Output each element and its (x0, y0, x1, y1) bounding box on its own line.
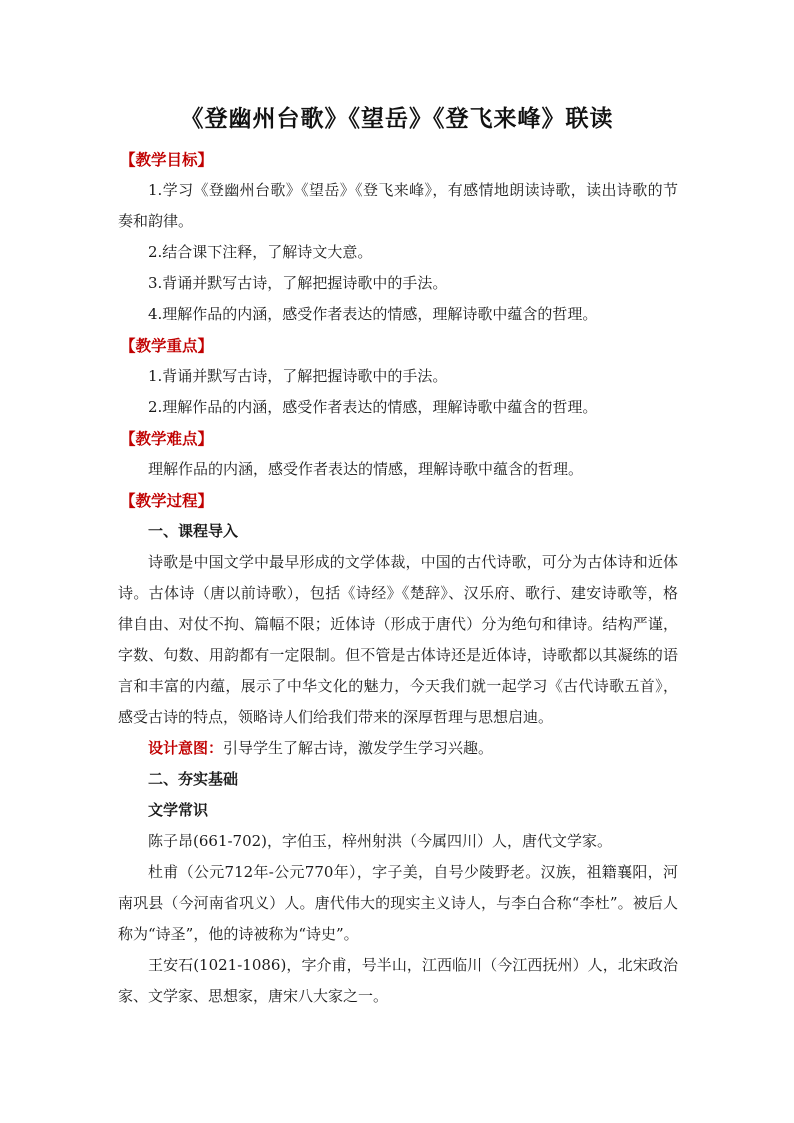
section-intro-title: 一、课程导入 (148, 522, 239, 540)
key-points-heading: 【教学重点】 (120, 336, 214, 355)
key-point-item: 2.理解作品的内涵，感受作者表达的情感，理解诗歌中蕴含的哲理。 (148, 398, 598, 416)
difficulty-item: 理解作品的内涵，感受作者表达的情感，理解诗歌中蕴含的哲理。 (148, 460, 584, 478)
design-intent (118, 733, 678, 764)
document-body (118, 144, 678, 1012)
design-intent-label: 设计意图： (148, 739, 224, 757)
author-entry-du-fu: 杜甫（公元712年-公元770年），字子美，自号少陵野老。汉族，祖籍襄阳，河南巩县（今河南省巩义）人。唐代伟大的现实主义诗人，与李白合称“李杜”。被后人称为“诗圣”，他的诗被称为“诗史”。 (118, 863, 678, 943)
key-point-item: 1.背诵并默写古诗，了解把握诗歌中的手法。 (148, 367, 448, 385)
author-entry-wang-anshi: 王安石(1021-1086)，字介甫，号半山，江西临川（今江西抚州）人，北宋政治家、文学家、思想家，唐宋八大家之一。 (118, 956, 678, 1005)
process-heading: 【教学过程】 (120, 491, 214, 510)
objective-item: 4.理解作品的内涵，感受作者表达的情感，理解诗歌中蕴含的哲理。 (148, 305, 598, 323)
objective-item: 1.学习《登幽州台歌》《望岳》《登飞来峰》，有感情地朗读诗歌，读出诗歌的节奏和韵律。 (118, 181, 678, 230)
difficulties-heading: 【教学难点】 (120, 429, 214, 448)
objective-item: 3.背诵并默写古诗，了解把握诗歌中的手法。 (148, 274, 448, 292)
objective-item: 2.结合课下注释，了解诗文大意。 (148, 243, 373, 261)
page-title: 《登幽州台歌》《望岳》《登飞来峰》联读 (180, 105, 614, 132)
design-intent-text: 引导学生了解古诗，激发学生学习兴趣。 (223, 739, 494, 757)
author-entry-chen-ziang: 陈子昂(661-702)，字伯玉，梓州射洪（今属四川）人，唐代文学家。 (148, 832, 613, 850)
objectives-heading: 【教学目标】 (120, 150, 214, 169)
section-intro-text: 诗歌是中国文学中最早形成的文学体裁，中国的古代诗歌，可分为古体诗和近体诗。古体诗（唐以前诗歌），包括《诗经》《楚辞》、汉乐府、歌行、建安诗歌等，格律自由、对仗不拘、篇幅不限；近体诗（形成于唐代）分为绝句和律诗。结构严谨，字数、句数、用韵都有一定限制。但不管是古体诗还是近体诗，诗歌都以其凝练的语言和丰富的内蕴，展示了中华文化的魅力，今天我们就一起学习《古代诗歌五首》，感受古诗的特点，领略诗人们给我们带来的深厚哲理与思想启迪。 (118, 553, 678, 726)
literature-knowledge-title: 文学常识 (148, 801, 209, 819)
section-basics-title: 二、夯实基础 (148, 770, 239, 788)
